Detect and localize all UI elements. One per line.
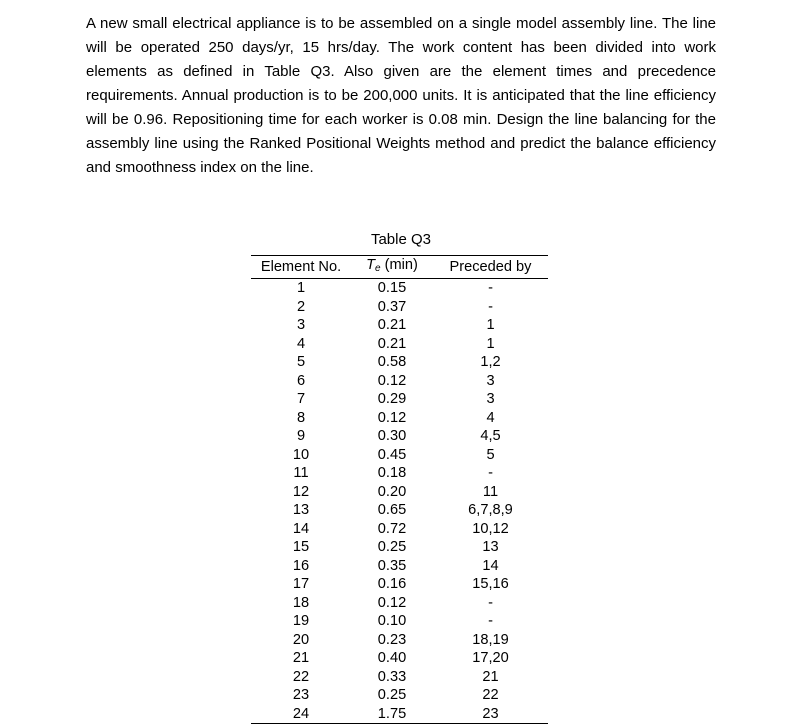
cell-element-no: 4 [296, 335, 306, 352]
cell-preceded-by: 18,19 [472, 631, 509, 648]
cell-element-no: 18 [292, 594, 310, 611]
cell-element-no: 5 [296, 354, 306, 371]
cell-element-time: 0.23 [377, 631, 407, 648]
table-row [251, 649, 548, 668]
cell-element-no: 22 [292, 668, 310, 685]
cell-preceded-by: - [488, 465, 493, 482]
cell-element-no: 24 [251, 705, 351, 724]
cell-element-time: 0.45 [377, 446, 407, 463]
table-row [251, 520, 548, 539]
table-row [251, 464, 548, 483]
header-element-time [351, 256, 433, 279]
cell-element-no: 10 [292, 446, 310, 463]
cell-preceded-by: 6,7,8,9 [468, 502, 513, 519]
table-row [251, 631, 548, 650]
cell-element-time: 0.10 [377, 613, 407, 630]
table-row [251, 705, 548, 724]
cell-preceded-by: 5 [486, 446, 495, 463]
cell-preceded-by: 4,5 [480, 428, 501, 445]
table-row [251, 298, 548, 317]
cell-element-time: 0.12 [377, 594, 407, 611]
cell-element-time: 0.65 [377, 502, 407, 519]
cell-element-time: 0.12 [377, 372, 407, 389]
cell-preceded-by: 10,12 [472, 520, 509, 537]
cell-element-time: 0.33 [377, 668, 407, 685]
cell-element-no: 21 [292, 650, 310, 667]
table-row [251, 446, 548, 465]
cell-preceded-by: 17,20 [472, 650, 509, 667]
cell-element-no: 8 [296, 409, 306, 426]
table-row [251, 594, 548, 613]
table-caption: Table Q3 [370, 231, 432, 248]
header-time-subscript: e [375, 263, 381, 274]
header-time-symbol: T [366, 257, 376, 273]
table-row [251, 335, 548, 354]
cell-preceded-by: 23 [433, 705, 548, 724]
cell-element-time: 0.29 [377, 391, 407, 408]
cell-element-no: 7 [296, 391, 306, 408]
cell-element-time: 0.25 [377, 687, 407, 704]
table-row [251, 538, 548, 557]
cell-element-time: 0.40 [377, 650, 407, 667]
cell-element-time: 0.15 [377, 280, 407, 297]
table-row [251, 575, 548, 594]
cell-preceded-by: 21 [482, 668, 499, 685]
precedence-table [251, 255, 548, 724]
cell-preceded-by: 1 [486, 317, 495, 334]
cell-element-no: 3 [296, 317, 306, 334]
cell-preceded-by: - [488, 594, 493, 611]
table-header-row [251, 256, 548, 279]
table-row [251, 686, 548, 705]
header-element-no: Element No. [251, 256, 351, 279]
table-row [251, 557, 548, 576]
cell-element-no: 2 [296, 298, 306, 315]
table-row [251, 612, 548, 631]
cell-element-time: 0.16 [377, 576, 407, 593]
cell-element-no: 14 [292, 520, 310, 537]
cell-element-no: 19 [292, 613, 310, 630]
cell-preceded-by: 1,2 [480, 354, 501, 371]
cell-element-no: 11 [293, 465, 309, 482]
header-preceded-by: Preceded by [433, 256, 548, 279]
cell-element-time: 0.58 [377, 354, 407, 371]
cell-element-time: 0.25 [377, 539, 407, 556]
cell-element-time: 0.37 [377, 298, 407, 315]
cell-preceded-by: 11 [482, 483, 499, 500]
cell-element-time: 0.18 [377, 465, 407, 482]
cell-preceded-by: 4 [486, 409, 495, 426]
cell-element-no: 1 [296, 280, 306, 297]
cell-element-no: 16 [292, 557, 310, 574]
cell-element-no: 20 [292, 631, 310, 648]
table-row [251, 279, 548, 298]
cell-preceded-by: 15,16 [472, 576, 509, 593]
cell-element-no: 15 [292, 539, 310, 556]
cell-element-time: 0.20 [377, 483, 407, 500]
cell-element-no: 23 [292, 687, 310, 704]
cell-preceded-by: 22 [482, 687, 499, 704]
table-row [251, 668, 548, 687]
problem-statement: A new small electrical appliance is to be assembled on a single model assembly line. The line will be operated 250 days/yr, 15 hrs/day. The work content has been divided into work elements as defined in Table Q3. Also given are the element times and precedence requirements. Annual production is to be 200,000 units. It is anticipated that the line efficiency will be 0.96. Repositioning time for each worker is 0.08 min. Design the line balancing for the assembly line using the Ranked Positional Weights method and predict the balance efficiency and smoothness index on the line. [86, 15, 716, 176]
cell-element-no: 9 [296, 428, 306, 445]
table-row [251, 483, 548, 502]
cell-element-time: 0.21 [377, 317, 407, 334]
cell-preceded-by: - [488, 280, 493, 297]
cell-preceded-by: 14 [482, 557, 499, 574]
cell-element-time: 0.72 [377, 520, 407, 537]
cell-element-time: 1.75 [351, 705, 433, 724]
header-time-unit: (min) [380, 257, 418, 273]
cell-element-time: 0.21 [377, 335, 407, 352]
cell-preceded-by: 3 [486, 372, 495, 389]
cell-element-no: 6 [296, 372, 306, 389]
cell-element-time: 0.35 [377, 557, 407, 574]
table-row [251, 316, 548, 335]
cell-element-no: 17 [292, 576, 310, 593]
table-row [251, 427, 548, 446]
cell-element-time: 0.30 [377, 428, 407, 445]
cell-element-time: 0.12 [377, 409, 407, 426]
table-row [251, 353, 548, 372]
cell-preceded-by: 13 [482, 539, 499, 556]
cell-element-no: 13 [292, 502, 310, 519]
table-row [251, 372, 548, 391]
cell-element-no: 12 [292, 483, 310, 500]
cell-preceded-by: 3 [486, 391, 495, 408]
cell-preceded-by: - [488, 613, 493, 630]
table-row [251, 501, 548, 520]
table-row [251, 409, 548, 428]
cell-preceded-by: 1 [486, 335, 495, 352]
table-row [251, 390, 548, 409]
cell-preceded-by: - [488, 298, 493, 315]
